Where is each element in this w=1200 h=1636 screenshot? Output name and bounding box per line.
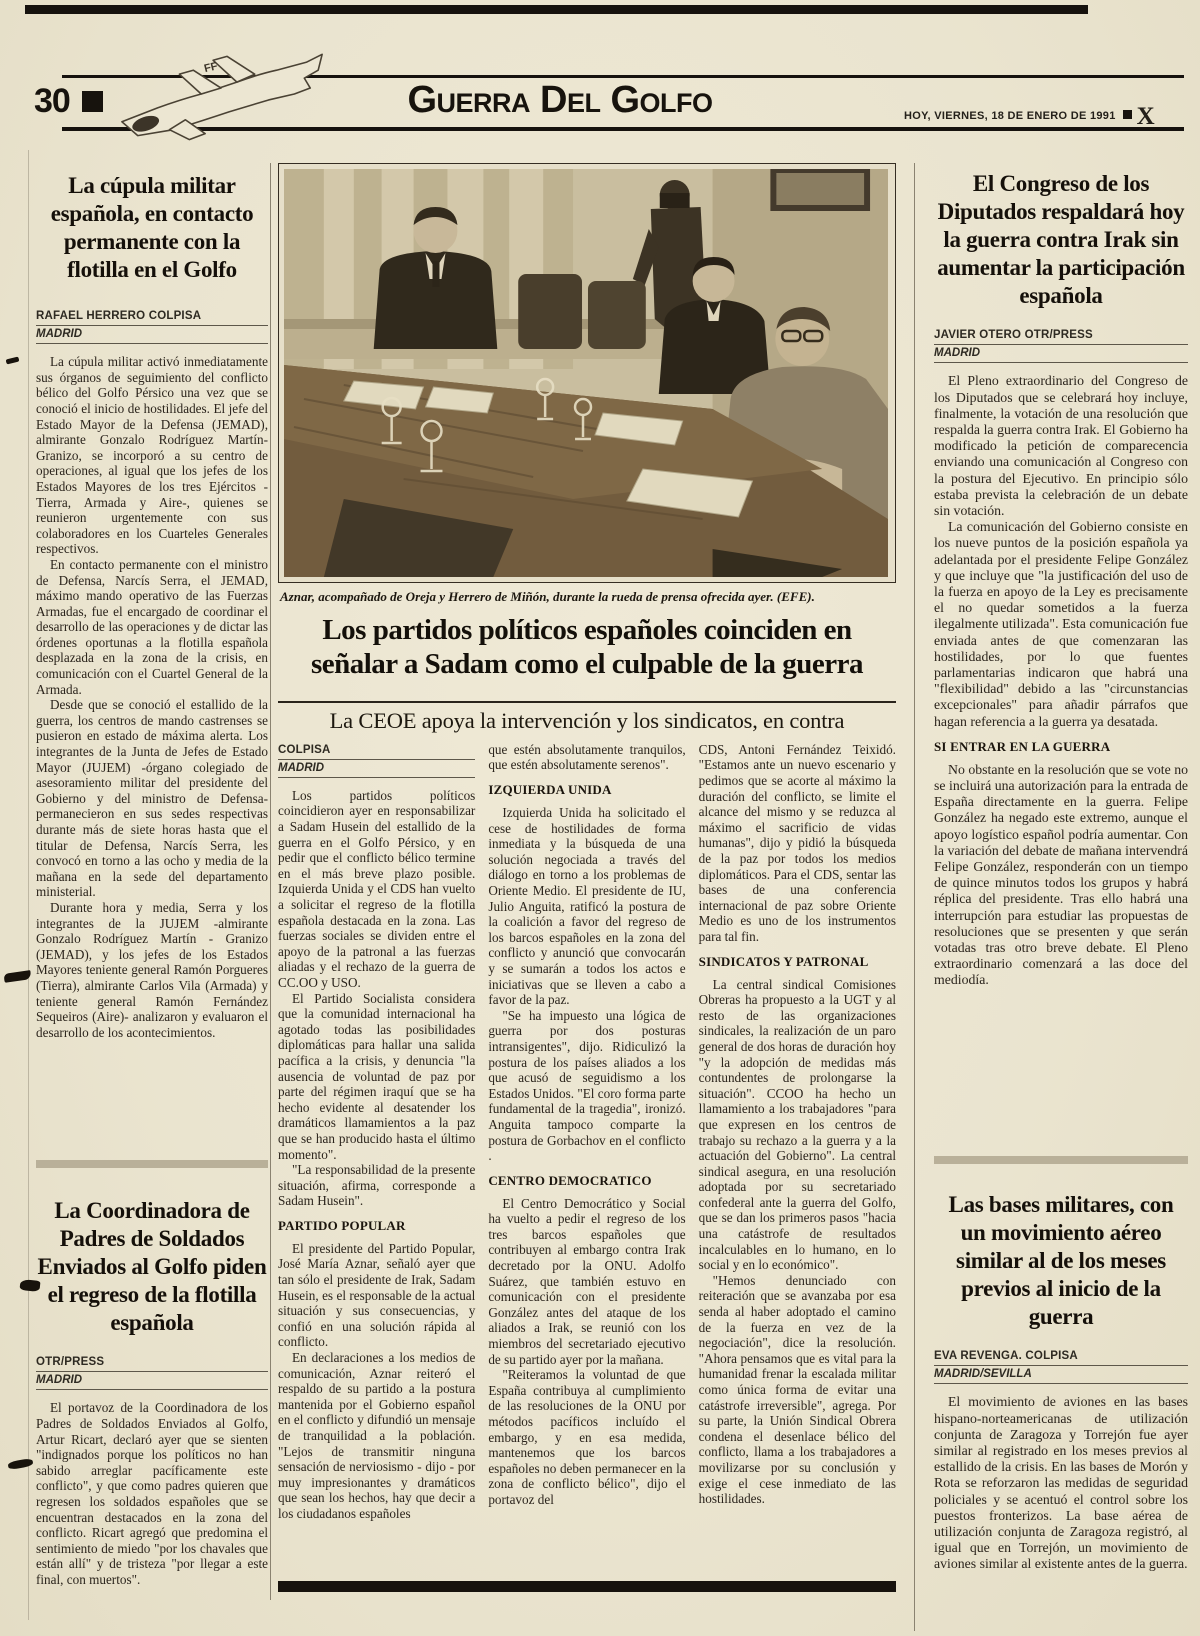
body-paragraph: "Se ha impuesto una lógica de guerra por dos posturas intransigentes", dijo. Ridiculizó la postura de los países aliados a los que acusó de seguidismo a los Estados Unidos. "El coro forma parte fundamental de la tragedia", ironizó. Anguita tampoco comparte la postura de Gorbachov en el conflicto . xyxy=(488,1007,686,1164)
section-header: IZQUIERDA UNIDA xyxy=(488,782,612,798)
article-body xyxy=(36,354,268,1040)
section-title-word: GUERRA xyxy=(407,79,531,121)
date-text: VIERNES, 18 DE ENERO DE 1991 xyxy=(930,110,1116,122)
article-political-parties xyxy=(278,163,896,1592)
headline-rule xyxy=(278,701,896,703)
press-conference-photo xyxy=(284,169,888,577)
byline: EVA REVENGA. COLPISA xyxy=(934,1350,1188,1366)
article-congress-vote xyxy=(934,168,1188,1152)
article-body xyxy=(934,1394,1188,1572)
article-columns xyxy=(278,742,896,1581)
byline-block xyxy=(934,1350,1188,1384)
body-paragraph: El Centro Democrático y Social ha vuelto a pedir el regreso de los tres barcos españoles que contribuyen al embargo contra Irak decretado por la ONU. Adolfo Suárez, que también estuvo en comunicación con el presidente González antes del ataque de los aliados a Irak, se reunió con los miembros del secretariado ejecutivo de su partido ayer por la mañana. xyxy=(488,1195,686,1367)
article-body xyxy=(934,373,1188,988)
body-paragraph: "Reiteramos la voluntad de que España contribuya al cumplimiento de las resoluciones de la ONU por métodos pacíficos incluído el embargo, y en esa medida, mantenemos que los barcos españoles no deben permanecer en la zona de conflicto bélico", dijo el portavoz del xyxy=(488,1367,686,1507)
page-number: 30 xyxy=(34,82,70,120)
article-military-command xyxy=(36,168,268,1158)
section-header: SI ENTRAR EN LA GUERRA xyxy=(934,738,1111,754)
body-paragraph: Desde que se conoció el estallido de la guerra, los centros de mando castrenses se pusieron en estado de máxima alerta. Los integrantes de la Junta de Jefes de Estado Mayor (JUJEM) -órgano colegiado de asesoramiento militar del presidente del Gobierno y del ministro de Defensa- permanecieron en sus sedes respectivas durante más de siete horas hasta que el titular de Defensa, Narcís Serra, les convocó en torno a las ocho y media de la mañana en la sede del departamento ministerial. xyxy=(36,697,268,900)
byline-block xyxy=(278,744,475,778)
body-paragraph: Izquierda Unida ha solicitado el cese de hostilidades de forma inmediata y la búsqueda de una solución negociada a través del diálogo en torno a los problemas de Oriente Medio. El presidente de IU, Julio Anguita, ratificó la postura de la coalición a favor del regreso de los barcos españoles en la zona del conflicto y anunció que convocarán y se sumarán a todos los actos e iniciativas que se lleven a cabo a favor de la paz. xyxy=(488,805,686,1008)
body-paragraph: El Partido Socialista considera que la comunidad internacional ha agotado todas las posibilidades diplomáticas para hallar una salida pacífica a la crisis, y denuncia "la ausencia de voluntad de paz por parte del régimen iraquí que se ha hecho evidente al desatender los dramáticos llamamientos a la paz que se han producido hasta el último momento". xyxy=(278,990,476,1162)
body-paragraph: El movimiento de aviones en las bases hispano-norteamericanas de utilización conjunta de Zaragoza y Torrejón fue ayer similar al registrado en los meses previos al estallido de la crisis. En las bases de Morón y Rota se reforzaron las medidas de seguridad policiales y se acentuó el control sobre los puestos fronterizos. La base aérea de utilización conjunta de Zaragoza registró, al igual que en Torrejón, un movimiento de aviones similar al existente antes de la guerra. xyxy=(934,1394,1188,1572)
section-title-word: DEL xyxy=(540,79,601,121)
column-rule-right xyxy=(914,163,915,1631)
article-body xyxy=(36,1400,268,1587)
body-paragraph: "La responsabilidad de la presente situación, afirma, corresponde a Sadam Husein". xyxy=(278,1162,476,1209)
edition-mark: X xyxy=(1136,103,1155,130)
byline-block xyxy=(36,310,268,344)
section-header: PARTIDO POPULAR xyxy=(278,1217,406,1233)
section-header: CENTRO DEMOCRATICO xyxy=(488,1172,652,1188)
photo-frame xyxy=(278,163,896,583)
body-paragraph: En declaraciones a los medios de comunicación, Aznar reiteró el respaldo de su partido a la postura mantenida por el Gobierno español en el conflicto y difundió un mensaje de tranquilidad a la población. "Lejos de transmitir ninguna sensación de nerviosismo - dijo - por muy impresionantes y dramáticos que sean los hechos, hay que decir a los ciudadanos españoles xyxy=(278,1350,476,1521)
byline: COLPISA xyxy=(278,744,475,760)
body-paragraph: que estén absolutamente tranquilos, que estén absolutamente serenos". xyxy=(488,741,686,773)
square-bullet-icon xyxy=(1123,110,1132,119)
page-number-square-icon xyxy=(82,91,103,112)
date-line xyxy=(860,103,1155,131)
body-paragraph: La central sindical Comisiones Obreras ha propuesto a la UGT y al resto de las organizaciones sindicales, la realización de un paro general de dos horas de duración hoy "y la adopción de medidas más contundentes de prolongarse la situación". CCOO ha hecho un llamamiento a los trabajadores "para que expresen en los centros de trabajo su rechazo a la guerra y a la actuación del Gobierno". La central sindical asegura, en una resolución adoptada por su secretariado confederal ante la guerra del Golfo, que se dan los primeros pasos "hacia una catástrofe de resultados incalculables en lo humano, en lo social y en lo económico". xyxy=(698,976,896,1273)
article-military-bases xyxy=(934,1172,1188,1634)
photo-caption: Aznar, acompañado de Oreja y Herrero de Miñón, durante la rueda de prensa ofrecida ayer. (EFE). xyxy=(280,589,815,604)
column-2 xyxy=(488,742,685,1581)
byline: JAVIER OTERO OTR/PRESS xyxy=(934,329,1188,345)
margin-mark xyxy=(6,357,20,365)
byline-block xyxy=(934,329,1188,363)
jet-tail-marking: FF xyxy=(202,60,219,76)
main-headline-line1: Los partidos políticos españoles coinciden en xyxy=(322,614,852,646)
date-prefix: HOY, xyxy=(903,110,931,122)
article-separator xyxy=(36,1160,268,1168)
fighter-jet-icon xyxy=(110,44,338,144)
dateline: MADRID xyxy=(934,345,1188,363)
dateline: MADRID xyxy=(278,760,475,778)
article-soldiers-parents xyxy=(36,1178,268,1634)
body-paragraph: "Hemos denunciado con reiteración que se avanzaba por esa senda al haber adoptado el camino de la fuerza en vez de la negociación", dice la resolución. "Ahora pensamos que es vital para la humanidad frenar la escalada militar como única forma de evitar una catástrofe irreversible", agrega. Por su parte, la Unión Sindical Obrera condena el desenlace bélico del conflicto, llama a los trabajadores a movilizarse por su conclusión y exige el cese inmediato de las hostilidades. xyxy=(698,1272,896,1507)
body-paragraph: La cúpula militar activó inmediatamente sus órganos de seguimiento del conflicto bélico del Golfo Pérsico una vez que se conoció el inicio de hostilidades. El jefe del Estado Mayor de la Defensa (JEMAD), almirante Gonzalo Rodríguez Martín-Granizo, se incorporó a su centro de operaciones, al igual que los jefes de los Estados Mayores de los tres Ejércitos -Tierra, Armada y Aire-, quienes se reunieron urgentemente con sus colaboradores en los Cuarteles Generales respectivos. xyxy=(36,354,268,557)
column-3 xyxy=(699,742,896,1581)
article-headline: La Coordinadora de Padres de Soldados Enviados al Golfo piden el regreso de la flotilla española xyxy=(37,1198,267,1336)
body-paragraph: La comunicación del Gobierno consiste en los nueve puntos de la posición española ya adelantada por el presidente Felipe González y que incluye que "la justificación del uso de la fuerza en apoyo de la Ley es precisamente el no quedar sometidos a la fuerza ilegalmente utilizada". Esta comunicación fue enviada antes de que comenzaran las hostilidades, por lo que fuentes parlamentarias indicaron que habrá una "flexibilidad" debido a las "circunstancias excepcionales" para añadir párrafos que hagan referencia a la guerra ya desatada. xyxy=(934,519,1188,729)
dateline: MADRID xyxy=(36,1372,268,1390)
section-header: SINDICATOS Y PATRONAL xyxy=(698,953,869,969)
section-title-word: GOLFO xyxy=(610,79,713,121)
main-headline xyxy=(278,613,896,681)
body-paragraph: En contacto permanente con el ministro de Defensa, Narcís Serra, el JEMAD, máximo mando operativo de las Fuerzas Armadas, fue el encargado de coordinar el desarrollo de las operaciones y de dictar las órdenes oportunas a la flotilla española desplazada en la zona de la crisis, en comunicación con el Cuartel General de la Armada. xyxy=(36,556,268,697)
article-headline: El Congreso de los Diputados respaldará hoy la guerra contra Irak sin aumentar la participación española xyxy=(937,171,1185,309)
body-paragraph: No obstante en la resolución que se vote no se incluirá una autorización para la entrada de España directamente en la guerra. Felipe González ha negado este extremo, aunque el apoyo logístico español podría aumentar. Con la variación del debate de mañana intervendrá Felipe González, responderán con un tiempo de quince minutos todos los grupos y habrá réplica del presidente. Tras ello habrá una interrupción para estudiar las propuestas de resoluciones que se presenten y que serán votadas tras otro breve debate. El Pleno extraordinario comenzará a las doce del mediodía. xyxy=(934,761,1188,988)
page-edge-rule xyxy=(28,150,29,1620)
body-paragraph: Durante hora y media, Serra y los integrantes de la JUJEM -almirante Gonzalo Rodríguez Martín - Granizo (JEMAD), y los jefes de los Estados Mayores teniente general Ramón Porgueres (Tierra), almirante Carlos Vila (Armada) y teniente general Ramón Fernández Sequeiros (Aire)- analizaron y evaluaron el desarrollo de los acontecimientos. xyxy=(36,899,268,1040)
article-separator xyxy=(934,1156,1188,1164)
main-headline-line2: señalar a Sadam como el culpable de la guerra xyxy=(310,648,864,681)
top-rule xyxy=(25,5,1088,14)
subheadline: La CEOE apoya la intervención y los sindicatos, en contra xyxy=(329,707,845,733)
body-paragraph: Los partidos políticos coincidieron ayer en responsabilizar a Sadam Husein del estallido de la guerra en el Golfo Pérsico, y en pedir que el conflicto bélico termine en el más breve plazo posible. Izquierda Unida y el CDS han vuelto a solicitar el regreso de la flotilla española destacada en la zona. Las fuerzas sociales se dividen entre el apoyo de la patronal a las fuerzas aliadas y el rechazo de la guerra de CC.OO y USO. xyxy=(278,787,476,990)
body-paragraph: El Pleno extraordinario del Congreso de los Diputados que se celebrará hoy incluye, finalmente, la votación de una resolución que respalda la guerra contra Irak. El Gobierno ha modificado la petición de comparecencia enviando una comunicación al Congreso con la postura del Ejecutivo. En principio sólo estaba prevista la celebración de un debate sin votación. xyxy=(934,373,1188,518)
body-paragraph: El presidente del Partido Popular, José María Aznar, señaló ayer que tan sólo el presidente de Irak, Sadam Husein, es el responsable de la actual situación y sus consecuencias, y confió en una solución rápida al conflicto. xyxy=(278,1240,476,1350)
column-1 xyxy=(278,742,475,1581)
article-headline: La cúpula militar española, en contacto permanente con la flotilla en el Golfo xyxy=(50,173,254,283)
section-title xyxy=(350,79,770,122)
article-headline: Las bases militares, con un movimiento aéreo similar al de los meses previos al inicio de la guerra xyxy=(948,1192,1174,1330)
body-paragraph: CDS, Antoni Fernández Teixidó. "Estamos ante un nuevo escenario y pedimos que se acorte al máximo la duración del conflicto, se limite el alcance del mismo y se reduzca al máximo el sacrificio de vidas humanas", dijo y pidió la búsqueda de la paz por todos los medios diplomáticos. Para el CDS, sentar las bases de una conferencia internacional de paz sobre Oriente Medio es uno de los instrumentos para tal fin. xyxy=(698,741,896,944)
page-number-block xyxy=(34,82,103,121)
byline: OTR/PRESS xyxy=(36,1356,268,1372)
article-end-rule xyxy=(278,1581,896,1592)
column-rule-left xyxy=(270,163,271,1600)
byline-block xyxy=(36,1356,268,1390)
dateline: MADRID xyxy=(36,326,268,344)
byline: RAFAEL HERRERO COLPISA xyxy=(36,310,268,326)
dateline: MADRID/SEVILLA xyxy=(934,1366,1188,1384)
margin-mark xyxy=(7,1458,33,1470)
body-paragraph: El portavoz de la Coordinadora de los Padres de Soldados Enviados al Golfo, Artur Ricart, declaró ayer que se sienten "indignados porque los políticos no han sabido arreglar pacíficamente este conflicto", y que como padres quieren que regresen los soldados españoles que se encuentran destacados en la zona del conflicto. Ricart agregó que predomina el sentimiento de miedo "por los chavales que están allí" y de tristeza "por llegar a este final, con muertos". xyxy=(36,1400,268,1587)
